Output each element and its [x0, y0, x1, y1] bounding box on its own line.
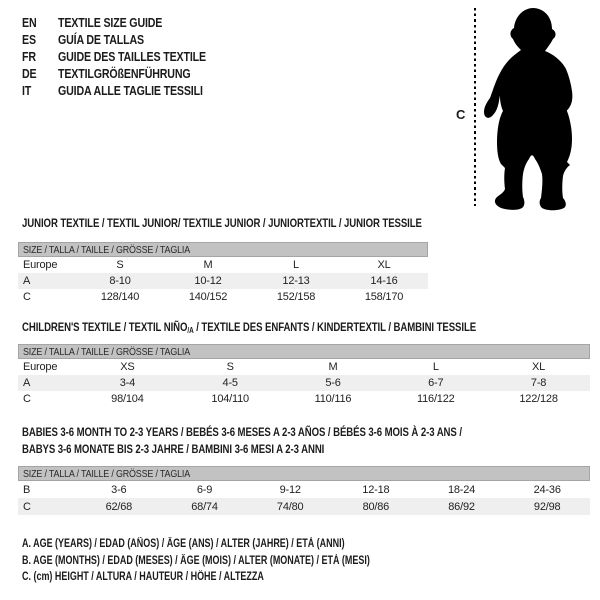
language-code: FR	[22, 49, 36, 64]
table-cell: L	[293, 259, 299, 271]
language-code: EN	[22, 15, 37, 30]
table-cell: 140/152	[188, 291, 228, 303]
language-row-es	[22, 31, 238, 48]
row-label: A	[23, 377, 31, 389]
table-cell: 10-12	[194, 275, 222, 287]
table-row	[18, 391, 590, 407]
size-table-header-bar	[18, 344, 590, 359]
row-label: Europe	[23, 361, 58, 373]
table-row	[18, 273, 428, 289]
language-code: IT	[22, 83, 32, 98]
table-row	[18, 375, 590, 391]
language-code: ES	[22, 32, 36, 47]
table-cell: 9-12	[279, 483, 301, 496]
table-cell: 104/110	[211, 393, 249, 405]
table-cell: 4-5	[222, 377, 238, 389]
babies-size-table	[18, 466, 590, 515]
table-cell: 12-18	[362, 483, 390, 496]
table-cell: 5-6	[325, 377, 341, 389]
table-cell: 12-13	[282, 275, 310, 287]
baby-silhouette-icon	[477, 4, 577, 214]
table-cell: 110/116	[314, 393, 352, 405]
junior-section-title: JUNIOR TEXTILE / TEXTIL JUNIOR/ TEXTILE JUNIOR / JUNIORTEXTIL / JUNIOR TESSILE	[22, 216, 422, 230]
table-cell: 18-24	[447, 483, 476, 496]
table-cell: S	[116, 259, 124, 271]
table-cell: 62/68	[105, 500, 133, 513]
table-row	[18, 359, 590, 375]
children-section-title: CHILDREN'S TEXTILE / TEXTIL $NIÑO_{/A}$ / TEXTILE DES ENFANTS / KINDERTEXTIL / BAMBINI TESSILE	[22, 320, 477, 335]
footnote-a: A. AGE (YEARS) / EDAD (AÑOS) / ÂGE (ANS) / ALTER (JAHRE) / ETÀ (ANNI)	[22, 538, 345, 550]
size-table-header-label: SIZE / TALLA / TAILLE / GRÖSSE / TAGLIA	[23, 243, 190, 256]
height-measure-label: C	[456, 107, 466, 122]
nino-a-subscript: /A	[187, 326, 194, 335]
table-cell: 68/74	[191, 500, 218, 513]
height-measure-dashed-line	[474, 8, 476, 206]
table-cell: 92/98	[533, 500, 561, 513]
row-label: B	[23, 483, 31, 496]
table-cell: 24-36	[533, 483, 561, 496]
table-row	[18, 289, 428, 305]
table-cell: 14-16	[370, 275, 398, 287]
table-cell: 6-7	[428, 377, 444, 389]
footnotes	[22, 536, 468, 586]
table-cell: 3-6	[111, 483, 127, 496]
language-header	[22, 14, 238, 99]
table-cell: 6-9	[196, 483, 213, 496]
table-cell: 8-10	[109, 275, 131, 287]
size-table-header-label: SIZE / TALLA / TAILLE / GRÖSSE / TAGLIA	[23, 345, 190, 358]
table-cell: 152/158	[276, 291, 316, 303]
language-row-it	[22, 82, 238, 99]
row-label: C	[23, 393, 31, 405]
size-table-header-label: SIZE / TALLA / TAILLE / GRÖSSE / TAGLIA	[23, 467, 190, 480]
row-label: C	[23, 291, 31, 303]
size-table-header-bar	[18, 466, 590, 481]
language-title: GUIDE DES TAILLES TEXTILE	[58, 49, 206, 64]
footnote-c: C. (cm) HEIGHT / ALTURA / HAUTEUR / HÖHE / ALTEZZA	[22, 571, 264, 584]
children-size-table	[18, 344, 590, 407]
language-title: GUIDA ALLE TAGLIE TESSILI	[58, 83, 203, 98]
footnote-b: B. AGE (MONTHS) / EDAD (MESES) / ÂGE (MOIS) / ALTER (MONATE) / ETÀ (MESI)	[22, 554, 370, 567]
language-title: GUÍA DE TALLAS	[58, 32, 144, 47]
table-cell: 86/92	[448, 500, 475, 513]
table-cell: 122/128	[519, 393, 558, 405]
table-cell: 74/80	[276, 500, 304, 513]
table-cell: 7-8	[530, 377, 547, 389]
table-row	[18, 498, 590, 515]
table-cell: 80/86	[362, 500, 390, 513]
table-cell: M	[203, 259, 213, 271]
row-label: C	[23, 500, 31, 513]
babies-section-title: BABIES 3-6 MONTH TO 2-3 YEARS / BEBÉS 3-6 MESES A 2-3 AÑOS / BÉBÉS 3-6 MOIS À 2-3 ANS / BABYS 3-6 MONATE BIS 2-3 JAHRE / BAMBINI 3-6 MESI A 2-3 ANNI	[22, 425, 462, 456]
table-cell: 3-4	[119, 377, 136, 389]
language-row-fr	[22, 48, 238, 65]
table-cell: XL	[532, 361, 546, 373]
table-row	[18, 481, 590, 498]
language-title: TEXTILE SIZE GUIDE	[58, 15, 163, 30]
language-row-en	[22, 14, 238, 31]
table-cell: 128/140	[100, 291, 140, 303]
table-cell: XL	[377, 259, 391, 271]
table-cell: 116/122	[417, 393, 455, 405]
row-label: Europe	[23, 259, 58, 271]
row-label: A	[23, 275, 31, 287]
size-table-header-bar	[18, 242, 428, 257]
table-cell: S	[226, 361, 234, 373]
table-cell: M	[328, 361, 338, 373]
table-row	[18, 257, 428, 273]
language-row-de	[22, 65, 238, 82]
junior-size-table	[18, 242, 428, 305]
table-cell: 98/104	[111, 393, 144, 405]
language-code: DE	[22, 66, 37, 81]
table-cell: 158/170	[364, 291, 404, 303]
table-cell: XS	[120, 361, 135, 373]
language-title: TEXTILGRÖßENFÜHRUNG	[58, 66, 191, 81]
table-cell: L	[432, 361, 439, 373]
